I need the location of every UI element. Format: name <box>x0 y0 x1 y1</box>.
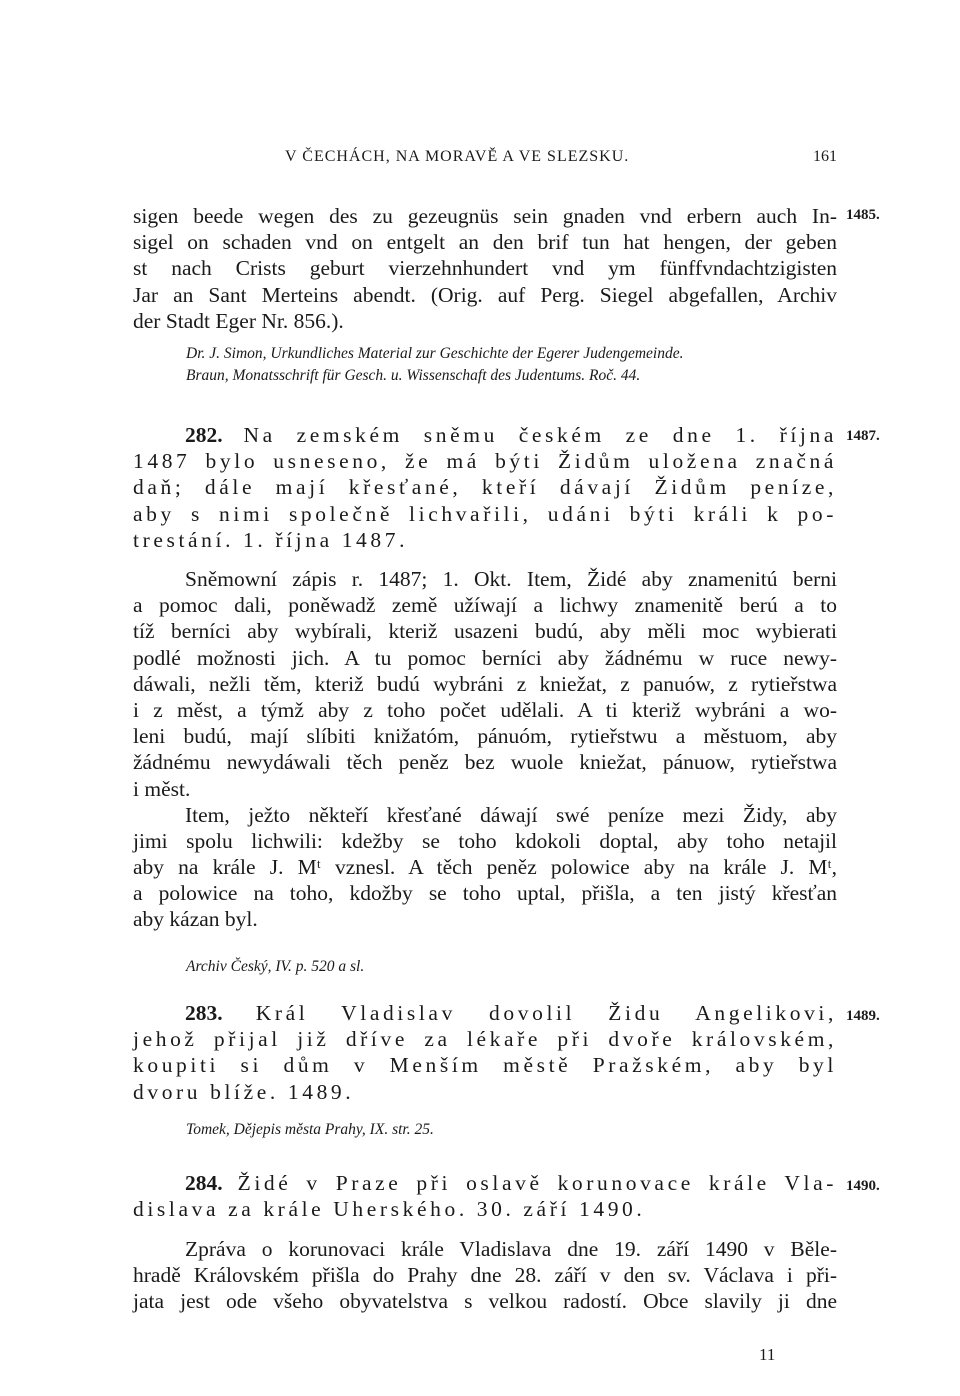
margin-year-1490: 1490. <box>846 1178 880 1194</box>
text-line: podlé možnosti jich. A tu pomoc berníci aby žádnému w ruce newy- <box>133 645 837 670</box>
text-line: hradě Královském přišla do Prahy dne 28. září v den sv. Václava i při- <box>133 1263 837 1288</box>
citation-tomek: Tomek, Dějepis města Prahy, IX. str. 25. <box>186 1121 434 1138</box>
text-line: sigen beede wegen des zu gezeugnüs sein gnaden vnd erbern auch In- <box>133 204 837 228</box>
entry-title-line: 1487 bylo usneseno, že má býti Židům uložena značná <box>133 449 837 474</box>
entry-282-title <box>133 422 837 553</box>
entry-number: 284. <box>185 1171 223 1195</box>
entry-284-body <box>133 1236 837 1315</box>
text-line: žádnému newydáwali těch peněz bez wuole kniežat, pánuow, rytieřstwa <box>133 750 837 775</box>
margin-year-1487: 1487. <box>846 428 880 444</box>
entry-title-line: daň; dále mají křesťané, kteří dávají Židům peníze, <box>133 475 837 500</box>
text-line: i měst. <box>133 776 191 801</box>
entry-title-line: dislava za krále Uherského. 30. září 1490. <box>133 1197 646 1222</box>
text-line: st nach Crists geburt vierzehnhundert vnd ym fünffvndachtzigisten <box>133 256 837 281</box>
text-line: Zpráva o korunovaci krále Vladislava dne 19. září 1490 v Běle- <box>185 1237 837 1261</box>
entry-number: 282. <box>185 423 223 447</box>
entry-title-line: trestání. 1. října 1487. <box>133 527 409 552</box>
text-line: Item, ježto někteří křesťané dáwají swé peníze mezi Židy, aby <box>185 802 837 827</box>
text-line: der Stadt Eger Nr. 856.). <box>133 308 344 333</box>
text-line: sigel on schaden vnd on entgelt an den brif tun hat hengen, der geben <box>133 230 837 255</box>
text-line: dáwali, nežli těm, kteriž budú wybráni z kniežat, z panuów, z rytieřstwa <box>133 671 837 696</box>
text-line: jata jest ode všeho obyvatelstva s velkou radostí. Obce slavily ji dne <box>133 1289 837 1314</box>
entry-title-line: 283. Král Vladislav dovolil Židu Angelikovi, <box>185 1001 837 1025</box>
citation-line: Dr. J. Simon, Urkundliches Material zur Geschichte der Egerer Judengemeinde. <box>186 345 684 362</box>
text-line: Sněmowní zápis r. 1487; 1. Okt. Item, Židé aby znamenitú berni <box>185 567 837 591</box>
entry-284-title <box>133 1170 837 1222</box>
entry-title-line: 284. Židé v Praze při oslavě korunovace krále Vla- <box>185 1171 837 1195</box>
text-line: tíž berníci aby wybírali, kteriž usazeni budú, aby měli moc wybierati <box>133 619 837 644</box>
page-number: 161 <box>813 148 837 165</box>
entry-title-line: jehož přijal již dříve za lékaře při dvoře královském, <box>133 1027 837 1052</box>
text-line: aby kázan byl. <box>133 907 258 932</box>
text-line: i z měst, a týmž aby z toho počet udělali. A ti kteriž wybráni a wo- <box>133 697 837 722</box>
entry-title-line: 282. Na zemském sněmu českém ze dne 1. října <box>185 423 837 447</box>
margin-year-1489: 1489. <box>846 1008 880 1024</box>
entry-title-line: dvoru blíže. 1489. <box>133 1079 355 1104</box>
citation-simon <box>186 343 683 387</box>
entry-282-body <box>133 566 837 933</box>
text-line: Jar an Sant Merteins abendt. (Orig. auf Perg. Siegel abgefallen, Archiv <box>133 282 837 307</box>
text-line: leni budú, mají slíbiti knižatóm, pánuóm, rytieřstwu a městuom, aby <box>133 724 837 749</box>
text-line: aby na krále J. Mᵗ vznesl. A těch peněz polowice aby na krále J. Mᵗ, <box>133 855 837 880</box>
continuation-paragraph <box>133 203 837 334</box>
text-line: jimi spolu lichwili: kdežby se toho kdokoli doptal, aby toho netajil <box>133 828 837 853</box>
running-head: V ČECHÁCH, NA MORAVĚ A VE SLEZSKU. <box>285 148 630 165</box>
margin-year-1485: 1485. <box>846 207 880 223</box>
entry-title-line: koupiti si dům v Menším městě Pražském, aby byl <box>133 1053 837 1078</box>
text-line: a pomoc dali, poněwadž země užíwají a lichwy znamenitě berú a to <box>133 593 837 618</box>
citation-line: Braun, Monatsschrift für Gesch. u. Wissenschaft des Judentums. Roč. 44. <box>186 367 641 384</box>
signature-mark: 11 <box>759 1345 776 1364</box>
entry-283-title <box>133 1000 837 1105</box>
citation-archiv-cesky: Archiv Český, IV. p. 520 a sl. <box>186 958 365 975</box>
entry-number: 283. <box>185 1001 223 1025</box>
entry-title-line: aby s nimi společně lichvařili, udáni býti králi k po- <box>133 501 837 526</box>
text-line: a polowice na toho, kdožby se toho uptal, přišla, a ten jistý křesťan <box>133 881 837 906</box>
